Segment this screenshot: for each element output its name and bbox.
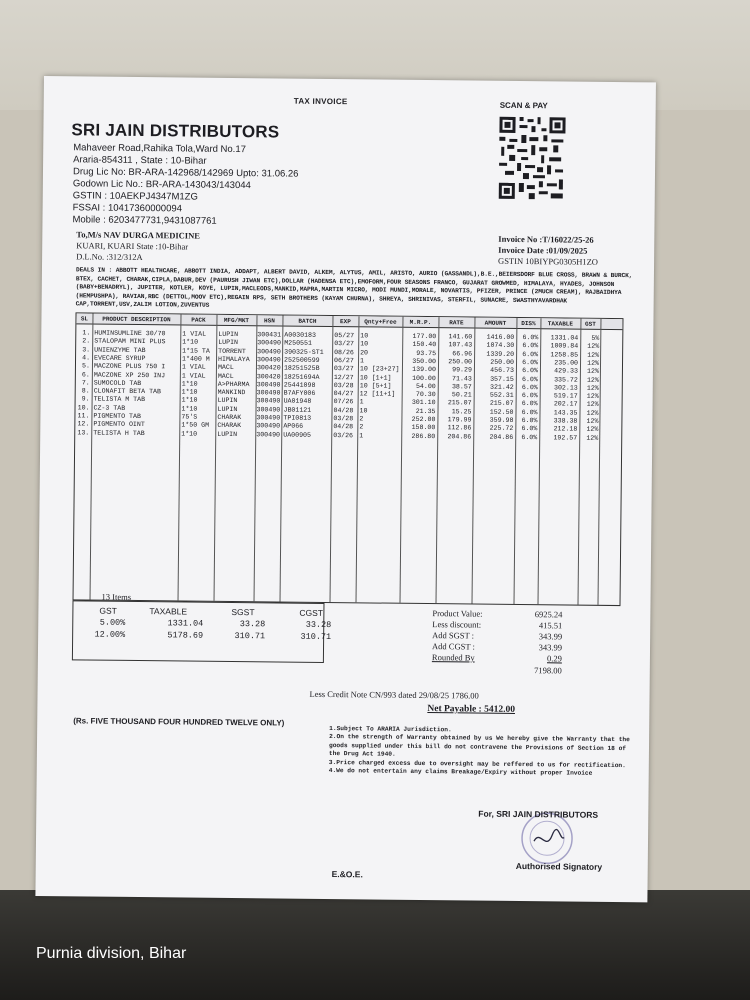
row-amount: 250.00 bbox=[490, 358, 515, 366]
row-hsn: 300490 bbox=[257, 347, 281, 356]
seller-mobile: Mobile : 6203477731,9431087761 bbox=[72, 214, 217, 227]
row-batch: JB01121 bbox=[283, 406, 312, 414]
row-pack: 1*400 M bbox=[182, 355, 210, 363]
row-product: CZ-3 TAB bbox=[93, 404, 126, 412]
for-company-label: For, SRI JAIN DISTRIBUTORS bbox=[478, 808, 599, 820]
row-batch: AP066 bbox=[283, 422, 304, 431]
row-batch: 18251525B bbox=[283, 364, 320, 373]
row-rate: 99.29 bbox=[452, 366, 472, 374]
row-qty-free: 10 bbox=[360, 332, 369, 340]
row-batch: TPI0813 bbox=[283, 414, 312, 422]
scan-pay-label: SCAN & PAY bbox=[499, 100, 548, 111]
header-hsn: HSN bbox=[264, 317, 275, 325]
row-batch: 252500599 bbox=[284, 356, 320, 364]
summary-gst-rate: 5.00% bbox=[99, 617, 126, 628]
row-gst: 12% bbox=[587, 343, 600, 351]
summary-taxable: 1331.04 bbox=[167, 618, 204, 629]
term-item: 2.On the strength of Warranty obtained by us We hereby give the Warranty that the goods supplied under this bill do not contravene the Provisions of Section 18 of the Drug Act 1940. bbox=[328, 733, 630, 758]
row-taxable: 212.18 bbox=[553, 425, 578, 433]
row-rate: 141.60 bbox=[448, 333, 473, 341]
errors-omissions-excepted: E.&O.E. bbox=[331, 869, 363, 880]
row-product: PIGMENTO TAB bbox=[93, 412, 141, 421]
header-product: PRODUCT DESCRIPTION bbox=[102, 315, 171, 324]
row-hsn: 300490 bbox=[257, 356, 281, 364]
row-batch: M250551 bbox=[284, 339, 312, 348]
row-product: MACZONE XP 250 INJ bbox=[93, 371, 166, 379]
terms-conditions bbox=[329, 725, 640, 779]
seller-gstin: GSTIN : 10AEKPJ4347M1ZG bbox=[72, 190, 198, 203]
row-exp: 12/27 bbox=[333, 373, 354, 381]
row-mrp: 70.30 bbox=[415, 391, 436, 399]
row-taxable: 192.57 bbox=[553, 433, 578, 442]
row-taxable: 1009.84 bbox=[550, 342, 579, 350]
row-taxable: 338.38 bbox=[553, 417, 578, 425]
term-item: 1.Subject To ARARIA Jurisdiction. bbox=[329, 725, 452, 734]
summary-sgst: 33.28 bbox=[239, 619, 266, 630]
row-amount: 359.98 bbox=[489, 416, 514, 424]
row-sl: 9. bbox=[81, 395, 90, 403]
row-product: UNIENZYME TAB bbox=[94, 346, 146, 354]
row-gst: 5% bbox=[591, 334, 600, 342]
row-mfg: HIMALAYA bbox=[218, 355, 250, 364]
row-sl: 13. bbox=[77, 428, 90, 437]
header-rate: RATE bbox=[449, 319, 464, 327]
row-gst: 12% bbox=[586, 384, 599, 392]
row-taxable: 335.72 bbox=[554, 375, 578, 384]
discount-value: 415.51 bbox=[538, 620, 563, 631]
qr-code bbox=[497, 113, 568, 204]
row-hsn: 300490 bbox=[256, 414, 281, 422]
row-taxable: 202.17 bbox=[553, 400, 578, 408]
row-pack: 1*10 bbox=[181, 380, 198, 388]
row-discount: 6.0% bbox=[521, 375, 538, 383]
gst-summary-box bbox=[72, 591, 332, 663]
row-mfg: LUPIN bbox=[218, 330, 239, 339]
row-pack: 1*50 GM bbox=[181, 421, 210, 430]
row-sl: 6. bbox=[81, 370, 90, 378]
photo-location-caption: Purnia division, Bihar bbox=[36, 945, 187, 962]
row-mrp: 21.35 bbox=[415, 407, 436, 415]
row-hsn: 300490 bbox=[256, 381, 281, 389]
row-batch: UA00905 bbox=[283, 431, 311, 439]
gross-total: 7198.00 bbox=[534, 665, 562, 676]
row-pack: 75'S bbox=[181, 413, 198, 421]
buyer-name: To,M/s NAV DURGA MEDICINE bbox=[76, 229, 200, 241]
column-divider bbox=[90, 314, 94, 600]
row-rate: 66.96 bbox=[452, 349, 473, 358]
row-pack: 1*10 bbox=[181, 388, 198, 396]
row-pack: 1*10 bbox=[182, 338, 199, 346]
row-mfg: A>PHARMA bbox=[217, 380, 250, 388]
row-mfg: LUPIN bbox=[218, 339, 239, 347]
header-gst: GST bbox=[584, 320, 596, 328]
seller-address-line: Mahaveer Road,Rahika Tola,Ward No.17 bbox=[73, 142, 246, 156]
row-sl: 11. bbox=[77, 412, 90, 420]
row-product: CLONAFIT BETA TAB bbox=[93, 387, 162, 396]
seller-city-state: Araria-854311 , State : 10-Bihar bbox=[73, 154, 207, 167]
row-rate: 204.86 bbox=[447, 432, 472, 441]
row-pack: 1*10 bbox=[181, 396, 198, 405]
row-qty-free: 10 [5+1] bbox=[359, 382, 392, 390]
row-amount: 321.42 bbox=[489, 383, 514, 391]
row-mrp: 301.10 bbox=[411, 399, 436, 407]
row-mrp: 54.00 bbox=[415, 382, 436, 390]
row-exp: 03/26 bbox=[333, 431, 354, 439]
row-mrp: 158.00 bbox=[411, 424, 436, 432]
invoice-date: Invoice Date :01/09/2025 bbox=[498, 244, 588, 256]
row-pack: 1 VIAL bbox=[181, 363, 206, 371]
document-type: TAX INVOICE bbox=[293, 96, 348, 107]
row-mfg: LUPIN bbox=[217, 405, 238, 413]
row-sl: 1. bbox=[82, 329, 91, 337]
row-pack: 1*10 bbox=[181, 405, 198, 413]
row-discount: 6.0% bbox=[521, 408, 538, 416]
summary-taxable: 5178.69 bbox=[167, 630, 204, 641]
row-discount: 6.0% bbox=[521, 400, 538, 408]
amount-in-words: (Rs. FIVE THOUSAND FOUR HUNDRED TWELVE ONLY) bbox=[73, 716, 285, 728]
seller-drug-licence: Drug Lic No: BR-ARA-142968/142969 Upto: 31.06.26 bbox=[72, 166, 299, 180]
row-product: TELISTA M TAB bbox=[93, 395, 146, 404]
row-sl: 2. bbox=[82, 337, 91, 345]
row-gst: 12% bbox=[586, 434, 599, 442]
row-amount: 225.72 bbox=[489, 424, 514, 433]
row-pack: 1 VIAL bbox=[182, 330, 207, 338]
row-discount: 6.0% bbox=[521, 417, 538, 425]
row-amount: 1074.30 bbox=[486, 341, 515, 350]
row-taxable: 1258.85 bbox=[550, 350, 579, 359]
header-taxable: TAXABLE bbox=[547, 320, 574, 328]
row-gst: 12% bbox=[586, 425, 599, 434]
header-sl: SL bbox=[80, 315, 89, 323]
row-sl: 3. bbox=[82, 346, 91, 354]
row-discount: 6.0% bbox=[521, 425, 538, 433]
row-taxable: 302.13 bbox=[553, 384, 578, 392]
row-taxable: 1331.04 bbox=[550, 334, 579, 342]
summary-cgst: 33.28 bbox=[305, 619, 332, 631]
row-qty-free: 12 [11+1] bbox=[359, 390, 396, 398]
header-mrp: M.R.P. bbox=[409, 318, 432, 327]
row-rate: 179.99 bbox=[447, 416, 472, 424]
row-product: HUMINSUMLINE 30/70 bbox=[94, 329, 166, 338]
header-amount: AMOUNT bbox=[484, 319, 507, 327]
row-mfg: LUPIN bbox=[217, 397, 238, 405]
buyer-gstin: GSTIN 10BIYPG0305H1ZO bbox=[498, 255, 599, 267]
row-rate: 38.57 bbox=[451, 383, 472, 391]
row-mfg: MACL bbox=[217, 364, 234, 372]
summary-header-sgst: SGST bbox=[231, 606, 255, 618]
term-item: 3.Price charged excess due to oversight may be reffered to us for rectification. bbox=[328, 758, 626, 769]
row-sl: 4. bbox=[82, 354, 91, 362]
row-pack: 1 VIAL bbox=[181, 371, 206, 380]
row-amount: 1339.20 bbox=[486, 350, 515, 358]
row-pack: 1*15 TA bbox=[182, 347, 210, 355]
header-mfg: MFG/MKT bbox=[223, 316, 250, 325]
row-exp: 04/27 bbox=[333, 390, 354, 398]
row-taxable: 235.00 bbox=[554, 359, 579, 367]
row-rate: 107.43 bbox=[448, 341, 473, 349]
row-gst: 12% bbox=[587, 351, 600, 359]
seller-name: SRI JAIN DISTRIBUTORS bbox=[71, 120, 280, 142]
header-discount: DIS% bbox=[521, 320, 536, 328]
row-qty-free: 20 bbox=[360, 348, 369, 357]
row-taxable: 429.33 bbox=[554, 367, 578, 375]
row-mrp: 350.00 bbox=[412, 357, 437, 366]
row-gst: 12% bbox=[586, 417, 599, 425]
row-qty-free: 2 bbox=[359, 423, 364, 431]
row-amount: 204.86 bbox=[489, 433, 514, 441]
authorised-signatory: Authorised Signatory bbox=[515, 860, 603, 872]
row-rate: 215.07 bbox=[447, 399, 472, 407]
row-mfg: TORRENT bbox=[218, 347, 246, 355]
row-mrp: 150.40 bbox=[412, 341, 437, 349]
summary-header-cgst: CGST bbox=[299, 607, 324, 618]
row-hsn: 300431 bbox=[257, 331, 282, 339]
row-hsn: 300490 bbox=[256, 397, 281, 405]
cgst-label: Add CGST : bbox=[431, 641, 475, 652]
row-product: STALOPAM MINI PLUS bbox=[94, 337, 166, 346]
row-exp: 04/28 bbox=[333, 406, 354, 414]
row-sl: 12. bbox=[77, 420, 90, 428]
row-qty-free: 10 bbox=[359, 407, 368, 415]
row-hsn: 300490 bbox=[256, 405, 281, 414]
row-sl: 8. bbox=[81, 387, 90, 395]
summary-header-taxable: TAXABLE bbox=[149, 606, 188, 617]
cgst-value: 343.99 bbox=[538, 642, 563, 653]
row-amount: 1416.00 bbox=[486, 333, 515, 341]
row-discount: 6.0% bbox=[522, 367, 538, 375]
row-gst: 12% bbox=[587, 359, 600, 367]
sgst-label: Add SGST : bbox=[432, 630, 475, 641]
row-gst: 12% bbox=[586, 401, 599, 409]
row-discount: 6.0% bbox=[521, 392, 538, 400]
summary-gst-rate: 12.00% bbox=[94, 629, 126, 640]
row-mrp: 93.75 bbox=[416, 349, 437, 357]
row-exp: 06/27 bbox=[334, 356, 354, 365]
row-exp: 08/26 bbox=[334, 348, 354, 356]
row-exp: 04/28 bbox=[333, 423, 354, 431]
row-mrp: 139.00 bbox=[412, 366, 436, 374]
row-product: MACZONE PLUS 750 I bbox=[93, 362, 166, 371]
row-hsn: 300490 bbox=[256, 389, 281, 397]
row-exp: 03/27 bbox=[334, 340, 355, 348]
row-qty-free: 10 bbox=[360, 340, 369, 348]
row-amount: 215.07 bbox=[489, 400, 514, 408]
row-gst: 12% bbox=[586, 409, 599, 417]
row-rate: 71.43 bbox=[452, 374, 472, 382]
row-hsn: 300420 bbox=[256, 372, 281, 380]
row-gst: 12% bbox=[586, 392, 599, 400]
row-rate: 50.21 bbox=[451, 391, 472, 399]
row-batch: UA01948 bbox=[283, 397, 312, 406]
row-qty-free: 2 bbox=[359, 415, 364, 423]
row-batch: B7AFY006 bbox=[283, 389, 316, 397]
row-mfg: LUPIN bbox=[217, 430, 238, 438]
row-hsn: 300490 bbox=[257, 339, 282, 347]
row-batch: 25441098 bbox=[283, 381, 316, 389]
row-hsn: 300490 bbox=[256, 422, 281, 430]
item-count: 13 Items bbox=[101, 591, 132, 602]
rounded-label: Rounded By bbox=[431, 652, 475, 663]
invoice-paper bbox=[35, 76, 656, 902]
row-rate: 15.25 bbox=[451, 407, 472, 416]
sgst-value: 343.99 bbox=[538, 631, 563, 642]
header-exp: EXP bbox=[340, 318, 351, 326]
rounded-value: 0.29 bbox=[547, 653, 562, 664]
row-amount: 552.31 bbox=[489, 391, 514, 400]
row-sl: 7. bbox=[81, 379, 90, 387]
row-gst: 12% bbox=[587, 367, 599, 376]
row-mfg: CHARAK bbox=[217, 422, 242, 430]
row-batch: A0030183 bbox=[284, 331, 316, 339]
row-discount: 6.0% bbox=[522, 350, 539, 358]
row-rate: 250.00 bbox=[448, 358, 473, 366]
row-gst: 12% bbox=[586, 376, 599, 384]
net-payable: Net Payable : 5412.00 bbox=[427, 704, 516, 715]
row-pack: 1*10 bbox=[181, 430, 198, 438]
invoice-number: Invoice No :T/16022/25-26 bbox=[498, 233, 594, 245]
row-exp: 03/27 bbox=[333, 365, 354, 373]
row-mfg: MANKIND bbox=[217, 388, 246, 397]
summary-cgst: 310.71 bbox=[300, 631, 332, 643]
buyer-address: KUARI, KUARI State :10-Bihar bbox=[76, 240, 189, 252]
row-mfg: MACL bbox=[217, 372, 234, 380]
row-exp: 03/28 bbox=[333, 381, 354, 390]
header-batch: BATCH bbox=[298, 317, 317, 325]
row-mrp: 252.00 bbox=[411, 415, 436, 424]
row-qty-free: 1 bbox=[359, 357, 365, 365]
product-value: 6925.24 bbox=[534, 609, 563, 620]
row-exp: 07/26 bbox=[333, 398, 354, 406]
row-taxable: 519.17 bbox=[553, 392, 578, 400]
row-amount: 357.15 bbox=[490, 375, 514, 383]
row-batch: 18251694A bbox=[283, 373, 320, 381]
deals-in-text: DEALS IN : ABBOTT HEALTHCARE, ABBOTT INDIA, ADDAPT, ALBERT DAVID, ALKEM, ALYTUS, AMIL, ARISTO, AURIO (GASSANDL),B.E.,BEIERSDORF BLUE CROSS, BRAWN & BURCK, BTEX, CACHET, CHARAK,CIPLA,DABUR,DEV (PAURUSH JIWAN ETC),DOLLAR (HADENSA ETC),EMOFORM,FOUR SEASONS FRANCO, GUJARAT GROWMED, HIMALAYA, HYADES, JOHNSON (BABY+BENADRYL), JUPITER, KOTLER, KOYE, LUPIN,MACLEODS,MANKID,MAPRA,MARTIN MICRO, MODI MUNDI,MORALE, NOVARTIS, PFIZER, PRINCE (2MUCH CREAM), RAJBAIDHYA (HEMPUSHPA), RAVIAN,RBC (DETTOL,MOOV ETC),REGAIN RPS, SETH BROTHERS (KAYAM CHURNA), SHREYA, SHRINIVAS, STERFIL, SUNACRE, SWASTHYAVARDHAK CAP,TORRENT,USV,ZALIM LOTION,ZUVENTUS bbox=[75, 266, 633, 310]
row-mrp: 286.80 bbox=[411, 432, 436, 440]
summary-sgst: 310.71 bbox=[234, 631, 266, 642]
product-value-label: Product Value: bbox=[432, 608, 483, 619]
row-batch: 390325-ST1 bbox=[284, 348, 324, 356]
row-discount: 6.0% bbox=[521, 383, 538, 391]
row-sl: 5. bbox=[82, 362, 91, 370]
row-discount: 6.0% bbox=[522, 334, 539, 342]
discount-label: Less discount: bbox=[432, 619, 482, 630]
row-product: PIGMENTO OINT bbox=[93, 420, 145, 429]
row-qty-free: 1 bbox=[359, 398, 364, 406]
buyer-dl-number: D.L.No. :312/312A bbox=[76, 251, 143, 263]
row-sl: 10. bbox=[77, 404, 90, 412]
row-amount: 456.73 bbox=[490, 366, 514, 375]
row-discount: 6.0% bbox=[521, 433, 538, 441]
term-item: 4.We do not entertain any claims Breakage/Expiry without proper Invoice bbox=[328, 767, 593, 777]
row-hsn: 300490 bbox=[256, 430, 281, 439]
row-discount: 6.0% bbox=[522, 342, 539, 350]
row-hsn: 300420 bbox=[256, 364, 281, 372]
seller-fssai: FSSAI : 10417360000094 bbox=[72, 202, 183, 215]
row-product: SUMOCOLD TAB bbox=[93, 379, 142, 387]
header-pack: PACK bbox=[191, 316, 206, 324]
row-product: EVECARE SYRUP bbox=[94, 354, 146, 362]
row-exp: 03/28 bbox=[333, 415, 354, 423]
row-product: TELISTA H TAB bbox=[93, 429, 145, 437]
header-qty-free: Qnty+Free bbox=[364, 318, 397, 326]
row-taxable: 143.35 bbox=[553, 409, 578, 417]
row-rate: 112.86 bbox=[447, 424, 472, 432]
row-amount: 152.50 bbox=[489, 408, 514, 416]
items-table bbox=[73, 312, 624, 606]
row-qty-free: 10 [1+1] bbox=[359, 373, 392, 382]
row-exp: 05/27 bbox=[334, 332, 355, 340]
summary-header-gst: GST bbox=[99, 605, 117, 616]
row-discount: 6.0% bbox=[522, 358, 539, 367]
row-mrp: 100.00 bbox=[412, 374, 436, 382]
row-mfg: CHARAK bbox=[217, 413, 242, 422]
credit-note-line: Less Credit Note CN/993 dated 29/08/25 1786.00 bbox=[309, 688, 479, 701]
row-qty-free: 1 bbox=[359, 431, 364, 439]
row-mrp: 177.00 bbox=[412, 332, 437, 341]
row-qty-free: 10 [23+27] bbox=[359, 365, 400, 373]
seller-godown-licence: Godown Lic No.: BR-ARA-143043/143044 bbox=[72, 178, 251, 192]
